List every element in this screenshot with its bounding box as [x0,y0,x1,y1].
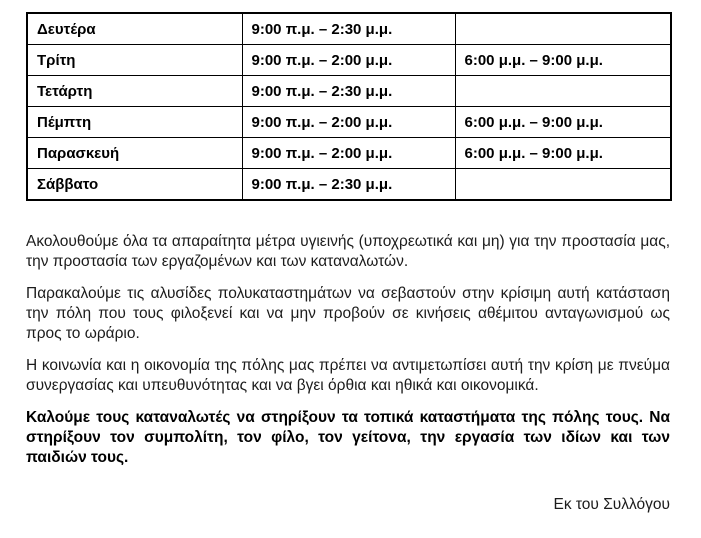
paragraph-community-economy: Η κοινωνία και η οικονομία της πόλης μας πρέπει να αντιμετωπίσει αυτή την κρίση με πνεύμα συνεργασίας και υπευθυνότητας και να βγει όρθια και ηθικά και οικονομικά. [26,357,670,394]
morning-hours-cell: 9:00 π.μ. – 2:30 μ.μ. [242,13,455,45]
paragraph-hygiene-measures: Ακολουθούμε όλα τα απαραίτητα μέτρα υγιεινής (υποχρεωτικά και μη) για την προστασία μας, την προστασία των εργαζομένων και των καταναλωτών. [26,233,670,270]
evening-hours-cell [455,13,671,45]
day-cell: Τετάρτη [27,76,242,107]
table-row-wednesday [27,76,671,107]
evening-hours-cell [455,76,671,107]
morning-hours-cell: 9:00 π.μ. – 2:00 μ.μ. [242,45,455,76]
table-row-tuesday [27,45,671,76]
day-cell: Σάββατο [27,169,242,201]
day-cell: Πέμπτη [27,107,242,138]
evening-hours-cell: 6:00 μ.μ. – 9:00 μ.μ. [455,45,671,76]
paragraph-support-local-appeal: Καλούμε τους καταναλωτές να στηρίξουν τα τοπικά καταστήματα της πόλης τους. Να στηρίξουν τον συμπολίτη, τον φίλο, τον γείτονα, την εργασία των ιδίων και των παιδιών τους. [26,409,670,466]
day-cell: Παρασκευή [27,138,242,169]
evening-hours-cell: 6:00 μ.μ. – 9:00 μ.μ. [455,107,671,138]
table-row-monday [27,13,671,45]
morning-hours-cell: 9:00 π.μ. – 2:30 μ.μ. [242,76,455,107]
paragraph-chain-stores-request: Παρακαλούμε τις αλυσίδες πολυκαταστημάτων να σεβαστούν στην κρίσιμη αυτή κατάσταση την πόλη που τους φιλοξενεί και να μην προβούν σε κινήσεις αθέμιτου ανταγωνισμού ως προς το ωράριο. [26,285,670,342]
evening-hours-cell [455,169,671,201]
table-row-saturday [27,169,671,201]
announcement-body [26,232,672,468]
closing-signature: Εκ του Συλλόγου [553,496,670,513]
day-cell: Τρίτη [27,45,242,76]
table-row-friday [27,138,671,169]
schedule-table [26,12,672,201]
morning-hours-cell: 9:00 π.μ. – 2:00 μ.μ. [242,107,455,138]
morning-hours-cell: 9:00 π.μ. – 2:00 μ.μ. [242,138,455,169]
morning-hours-cell: 9:00 π.μ. – 2:30 μ.μ. [242,169,455,201]
day-cell: Δευτέρα [27,13,242,45]
table-row-thursday [27,107,671,138]
evening-hours-cell: 6:00 μ.μ. – 9:00 μ.μ. [455,138,671,169]
